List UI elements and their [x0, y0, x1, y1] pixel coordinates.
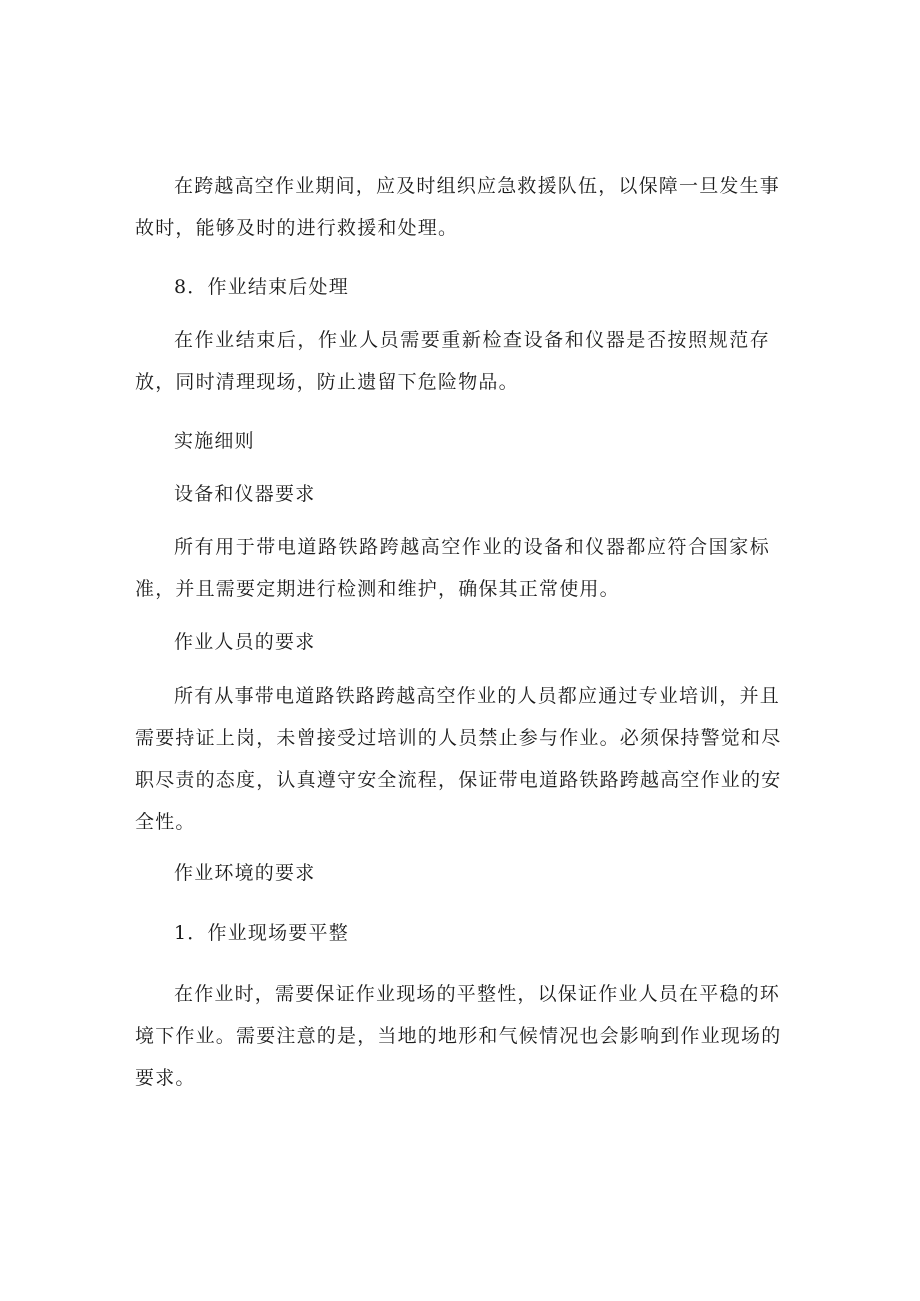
paragraph-line: 准，并且需要定期进行检测和维护，确保其正常使用。 — [135, 578, 620, 600]
paragraph-line: 在跨越高空作业期间，应及时组织应急救援队伍，以保障一旦发生事 — [174, 175, 781, 197]
paragraph-line: 职尽责的态度，认真遵守安全流程，保证带电道路铁路跨越高空作业的安 — [135, 769, 782, 791]
paragraph-line: 所有从事带电道路铁路跨越高空作业的人员都应通过专业培训，并且 — [174, 685, 781, 707]
section-heading: 设备和仪器要求 — [174, 483, 316, 505]
paragraph-line: 在作业时，需要保证作业现场的平整性，以保证作业人员在平稳的环 — [174, 983, 781, 1005]
section-heading: 8．作业结束后处理 — [174, 276, 349, 298]
paragraph-line: 放，同时清理现场，防止遗留下危险物品。 — [135, 371, 519, 393]
section-heading: 作业环境的要求 — [174, 862, 316, 884]
paragraph-line: 要求。 — [135, 1067, 196, 1089]
paragraph-line: 全性。 — [135, 811, 196, 833]
section-heading: 作业人员的要求 — [174, 631, 316, 653]
paragraph-line: 需要持证上岗，未曾接受过培训的人员禁止参与作业。必须保持警觉和尽 — [135, 727, 782, 749]
section-heading: 实施细则 — [174, 430, 255, 452]
paragraph-line: 在作业结束后，作业人员需要重新检查设备和仪器是否按照规范存 — [174, 329, 770, 351]
paragraph-line: 所有用于带电道路铁路跨越高空作业的设备和仪器都应符合国家标 — [174, 536, 770, 558]
paragraph-line: 故时，能够及时的进行救援和处理。 — [135, 217, 459, 239]
section-heading: 1．作业现场要平整 — [174, 922, 349, 944]
paragraph-line: 境下作业。需要注意的是，当地的地形和气候情况也会影响到作业现场的 — [135, 1025, 782, 1047]
